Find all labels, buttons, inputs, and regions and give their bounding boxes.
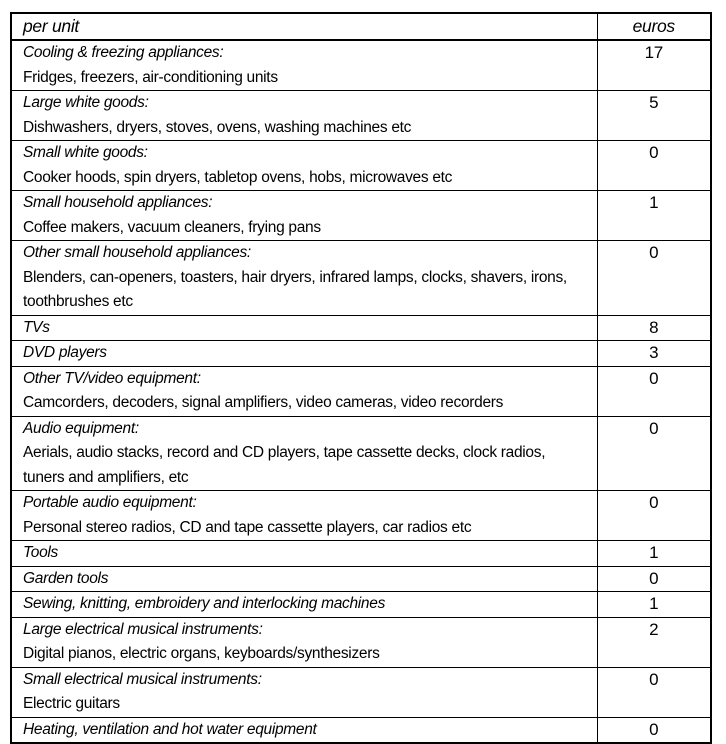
category-label: Cooling & freezing appliances: [23,44,224,61]
euro-value: 2 [597,617,711,667]
table-row [11,566,711,592]
table-row [11,617,711,667]
category-examples: Electric guitars [23,695,120,712]
category-cell [11,366,597,416]
category-cell [11,491,597,541]
category-examples: Digital pianos, electric organs, keyboards/synthesizers [23,645,380,662]
category-label: Heating, ventilation and hot water equipment [23,720,317,738]
category-cell [11,717,597,743]
euro-value: 3 [597,341,711,367]
category-label: Garden tools [23,569,109,587]
category-examples: Aerials, audio stacks, record and CD players, tape cassette decks, clock radios, tuners and amplifiers, etc [23,444,546,486]
category-label: Tools [23,544,58,561]
table-row [11,667,711,717]
euro-value: 0 [597,366,711,416]
euro-value: 1 [597,592,711,618]
euro-value: 5 [597,91,711,141]
table-row [11,241,711,316]
euro-value: 0 [597,416,711,491]
category-label: Small household appliances: [23,194,213,211]
category-cell [11,191,597,241]
category-label: Audio equipment: [23,419,139,437]
category-label: Sewing, knitting, embroidery and interlocking machines [23,595,386,612]
category-cell [11,541,597,567]
table-row [11,141,711,191]
category-cell [11,617,597,667]
category-cell [11,667,597,717]
table-row [11,416,711,491]
table-row [11,191,711,241]
category-cell [11,241,597,316]
category-examples: Personal stereo radios, CD and tape cassette players, car radios etc [23,518,472,536]
euro-value: 0 [597,566,711,592]
table-row [11,491,711,541]
table-row [11,91,711,141]
header-category: per unit [11,13,597,40]
category-label: Small electrical musical instruments: [23,670,262,688]
category-label: Portable audio equipment: [23,494,197,511]
euro-value: 1 [597,191,711,241]
category-cell [11,91,597,141]
category-label: TVs [23,318,50,336]
category-cell [11,416,597,491]
recycling-fee-table [10,12,712,744]
category-examples: Fridges, freezers, air-conditioning units [23,68,278,86]
category-label: Large white goods: [23,94,149,111]
table-body [11,40,711,743]
table-row [11,717,711,743]
euro-value: 0 [597,491,711,541]
category-label: Other small household appliances: [23,244,251,261]
euro-value: 0 [597,241,711,316]
table-row [11,315,711,341]
category-cell [11,40,597,91]
header-value: euros [597,13,711,40]
euro-value: 17 [597,40,711,91]
euro-value: 0 [597,141,711,191]
table-row [11,366,711,416]
category-label: DVD players [23,344,107,361]
category-cell [11,566,597,592]
euro-value: 0 [597,667,711,717]
euro-value: 0 [597,717,711,743]
category-label: Large electrical musical instruments: [23,620,263,638]
category-examples: Cooker hoods, spin dryers, tabletop ovens, hobs, microwaves etc [23,168,453,186]
category-cell [11,341,597,367]
table-row [11,40,711,91]
category-cell [11,592,597,618]
euro-value: 1 [597,541,711,567]
category-examples: Dishwashers, dryers, stoves, ovens, washing machines etc [23,118,412,136]
category-examples: Camcorders, decoders, signal amplifiers, video cameras, video recorders [23,394,504,411]
category-label: Small white goods: [23,144,148,161]
category-cell [11,315,597,341]
euro-value: 8 [597,315,711,341]
category-examples: Blenders, can-openers, toasters, hair dryers, infrared lamps, clocks, shavers, irons, toothbrushes etc [23,268,567,310]
table-row [11,592,711,618]
table-row [11,541,711,567]
category-label: Other TV/video equipment: [23,369,201,387]
category-cell [11,141,597,191]
category-examples: Coffee makers, vacuum cleaners, frying pans [23,218,321,236]
table-row [11,341,711,367]
table-header-row [11,13,711,40]
